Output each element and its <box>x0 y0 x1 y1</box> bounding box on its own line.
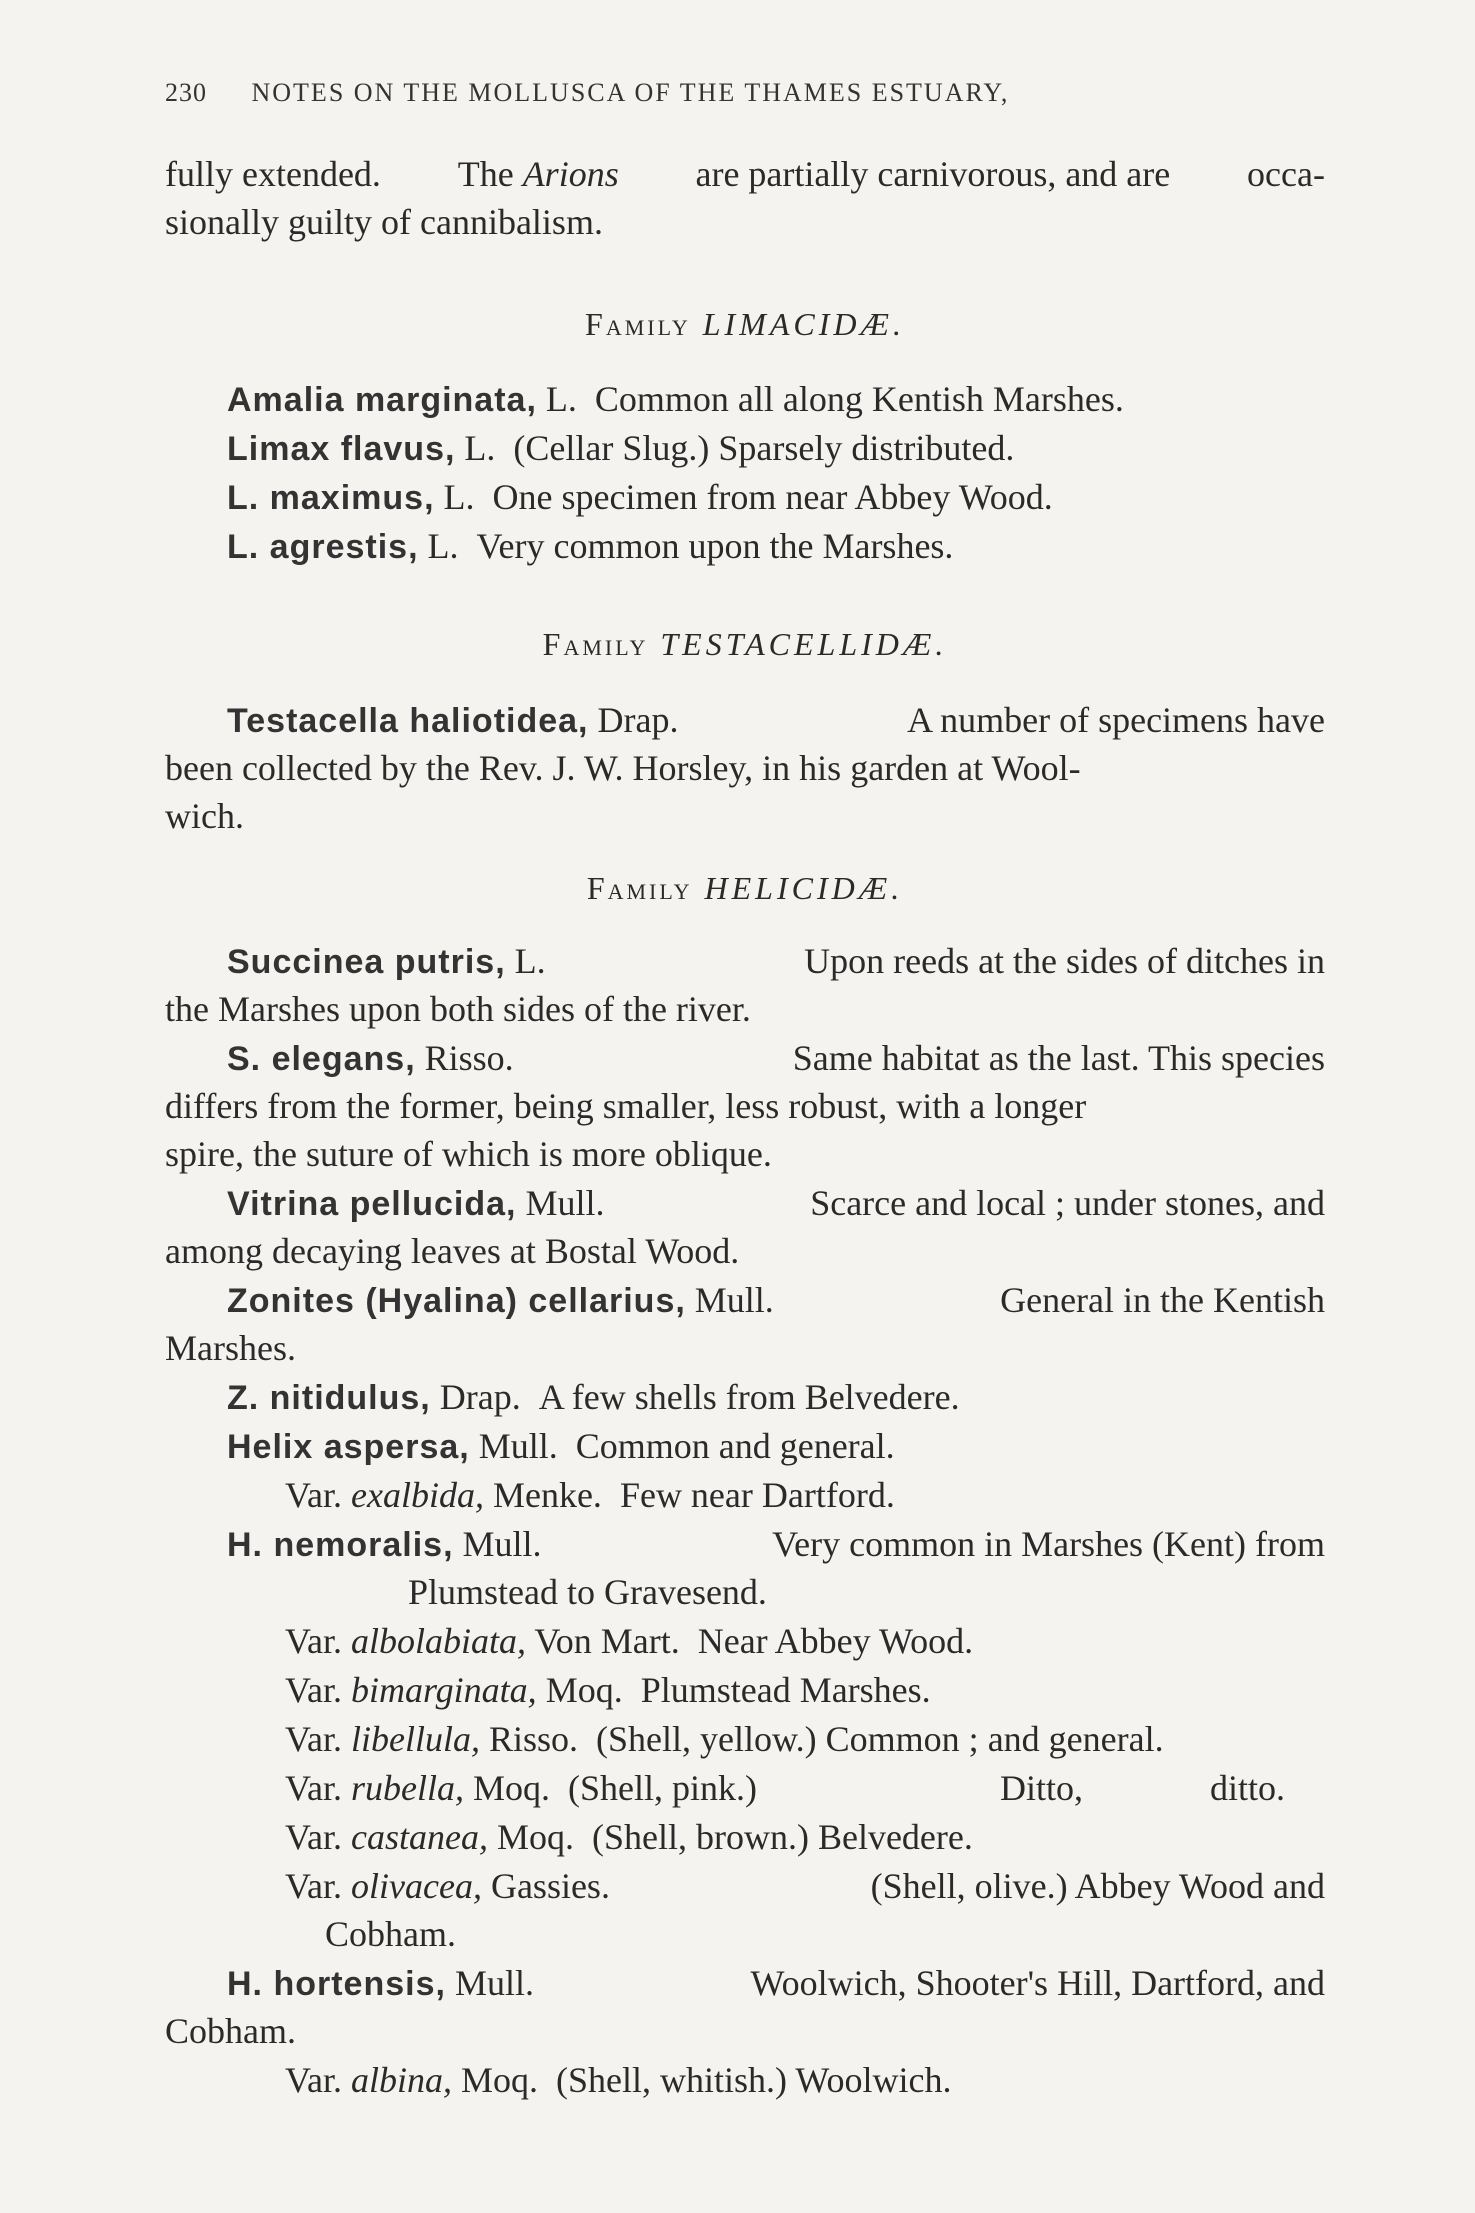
note: (Shell, pink.) <box>568 1768 757 1808</box>
note: Plumstead Marshes. <box>640 1670 931 1710</box>
note: (Shell, yellow.) Common ; and general. <box>596 1719 1164 1759</box>
running-header <box>165 78 1325 108</box>
author: Drap. <box>597 700 679 740</box>
var-label: Var. <box>285 1768 342 1808</box>
succinea-line-2: the Marshes upon both sides of the river. <box>165 989 751 1029</box>
entry-limax-flavus <box>227 424 1387 473</box>
variety-castanea <box>285 1813 1445 1861</box>
text-span: fully extended. <box>165 154 381 194</box>
note: Common all along Kentish Marshes. <box>594 379 1124 419</box>
author: L. <box>464 428 496 468</box>
species-name: L. maximus, <box>227 479 435 517</box>
variety-name: exalbida, <box>351 1475 484 1515</box>
author: L. <box>443 477 475 517</box>
note: Near Abbey Wood. <box>697 1621 974 1661</box>
variety-name: bimarginata, <box>351 1670 537 1710</box>
text-span: are partially carnivorous, and are <box>695 154 1171 194</box>
testacella-line-3: wich. <box>165 796 244 836</box>
species-name: Succinea putris, <box>227 943 506 981</box>
note: General in the Kentish <box>1000 1280 1325 1320</box>
family-label: Family <box>585 306 691 342</box>
author: Mull. <box>462 1524 542 1564</box>
zonites-line-2: Marshes. <box>165 1328 296 1368</box>
variety-olivacea <box>285 1862 1325 1910</box>
author: Von Mart. <box>534 1621 680 1661</box>
entry-amalia <box>227 375 1387 424</box>
species-name: Helix aspersa, <box>227 1428 470 1466</box>
family-name: LIMACIDÆ. <box>702 306 905 342</box>
h-hortensis-line-2: Cobham. <box>165 2011 296 2051</box>
entry-l-maximus <box>227 473 1387 522</box>
species-name: Amalia marginata, <box>227 381 537 419</box>
entry-helix-aspersa <box>227 1422 1387 1471</box>
entry-h-nemoralis <box>227 1520 1325 1569</box>
species-name: H. hortensis, <box>227 1965 446 2003</box>
author: Moq. <box>496 1817 574 1857</box>
page-number: 230 <box>165 78 207 107</box>
species-name: Z. nitidulus, <box>227 1379 431 1417</box>
note: (Cellar Slug.) Sparsely distributed. <box>513 428 1015 468</box>
text-span: The <box>457 154 514 194</box>
entry-zonites <box>227 1276 1325 1325</box>
note: A number of specimens have <box>907 700 1325 740</box>
author: Moq. <box>545 1670 623 1710</box>
variety-libellula <box>285 1715 1445 1763</box>
author: L. <box>545 379 577 419</box>
h-nemoralis-line-2: Plumstead to Gravesend. <box>408 1572 767 1612</box>
note: One specimen from near Abbey Wood. <box>492 477 1053 517</box>
s-elegans-line-2: differs from the former, being smaller, less robust, with a longer <box>165 1086 1087 1126</box>
author: Menke. <box>492 1475 602 1515</box>
variety-rubella <box>285 1764 1445 1812</box>
variety-name: libellula, <box>351 1719 480 1759</box>
family-name: TESTACELLIDÆ. <box>660 626 948 662</box>
text-span: been collected by the Rev. J. W. Horsley, in his garden at Wool- <box>165 748 1081 788</box>
entry-succinea <box>227 937 1325 986</box>
var-label: Var. <box>285 1670 342 1710</box>
species-name: H. nemoralis, <box>227 1526 454 1564</box>
note: Few near Dartford. <box>619 1475 895 1515</box>
var-label: Var. <box>285 1719 342 1759</box>
variety-name: rubella, <box>351 1768 464 1808</box>
note: Very common upon the Marshes. <box>476 526 954 566</box>
variety-albolabiata <box>285 1617 1445 1665</box>
note: Scarce and local ; under stones, and <box>810 1183 1325 1223</box>
author: L. <box>514 941 546 981</box>
author: Drap. <box>439 1377 521 1417</box>
var-label: Var. <box>285 2060 342 2100</box>
vitrina-line-2: among decaying leaves at Bostal Wood. <box>165 1231 740 1271</box>
entry-vitrina <box>227 1179 1325 1228</box>
var-label: Var. <box>285 1621 342 1661</box>
variety-name: albina, <box>351 2060 453 2100</box>
note: Upon reeds at the sides of ditches in <box>804 941 1325 981</box>
variety-exalbida <box>285 1471 1445 1519</box>
family-heading-limacidae <box>165 300 1325 348</box>
variety-albina <box>285 2056 1445 2104</box>
author: Risso. <box>489 1719 579 1759</box>
author: Mull. <box>478 1426 558 1466</box>
variety-name: olivacea, <box>351 1866 482 1906</box>
genus-name: Arions <box>522 154 619 194</box>
species-name: Zonites (Hyalina) cellarius, <box>227 1282 686 1320</box>
note: Common and general. <box>575 1426 895 1466</box>
author: Mull. <box>525 1183 605 1223</box>
species-name: L. agrestis, <box>227 528 419 566</box>
note: Same habitat as the last. This species <box>792 1038 1325 1078</box>
entry-testacella <box>227 696 1325 745</box>
s-elegans-line-3: spire, the suture of which is more oblique. <box>165 1134 772 1174</box>
author: Mull. <box>694 1280 774 1320</box>
var-label: Var. <box>285 1475 342 1515</box>
family-heading-helicidae <box>165 864 1325 912</box>
entry-l-agrestis <box>227 522 1387 571</box>
variety-name: albolabiata, <box>351 1621 527 1661</box>
species-name: Testacella haliotidea, <box>227 702 589 740</box>
running-title: NOTES ON THE MOLLUSCA OF THE THAMES ESTUARY, <box>251 78 1010 107</box>
note: A few shells from Belvedere. <box>538 1377 960 1417</box>
family-label: Family <box>586 870 693 906</box>
note: (Shell, olive.) Abbey Wood and <box>870 1866 1325 1906</box>
note: (Shell, whitish.) Woolwich. <box>556 2060 952 2100</box>
author: Mull. <box>454 1963 534 2003</box>
entry-s-elegans <box>227 1034 1325 1083</box>
intro-line-1 <box>165 150 1325 198</box>
species-name: Limax flavus, <box>227 430 456 468</box>
intro-line-2: sionally guilty of cannibalism. <box>165 202 603 242</box>
family-name: HELICIDÆ. <box>704 870 904 906</box>
testacella-line-2 <box>165 744 1325 792</box>
note: (Shell, brown.) Belvedere. <box>591 1817 973 1857</box>
author: Risso. <box>424 1038 514 1078</box>
family-label: Family <box>542 626 649 662</box>
variety-olivacea-line-2: Cobham. <box>325 1914 456 1954</box>
species-name: S. elegans, <box>227 1040 416 1078</box>
author: Moq. <box>473 1768 551 1808</box>
entry-z-nitidulus <box>227 1373 1387 1422</box>
var-label: Var. <box>285 1866 342 1906</box>
author: Moq. <box>461 2060 539 2100</box>
ditto-mark: Ditto, <box>1000 1768 1084 1808</box>
family-heading-testacellidae <box>165 620 1325 668</box>
species-name: Vitrina pellucida, <box>227 1185 517 1223</box>
note: Woolwich, Shooter's Hill, Dartford, and <box>750 1963 1325 2003</box>
text-span <box>458 150 619 198</box>
variety-name: castanea, <box>351 1817 488 1857</box>
variety-bimarginata <box>285 1666 1445 1714</box>
author: L. <box>427 526 459 566</box>
author: Gassies. <box>490 1866 610 1906</box>
var-label: Var. <box>285 1817 342 1857</box>
text-span: occa- <box>1247 154 1325 194</box>
entry-h-hortensis <box>227 1959 1325 2008</box>
ditto-mark: ditto. <box>1210 1768 1286 1808</box>
note: Very common in Marshes (Kent) from <box>772 1524 1325 1564</box>
